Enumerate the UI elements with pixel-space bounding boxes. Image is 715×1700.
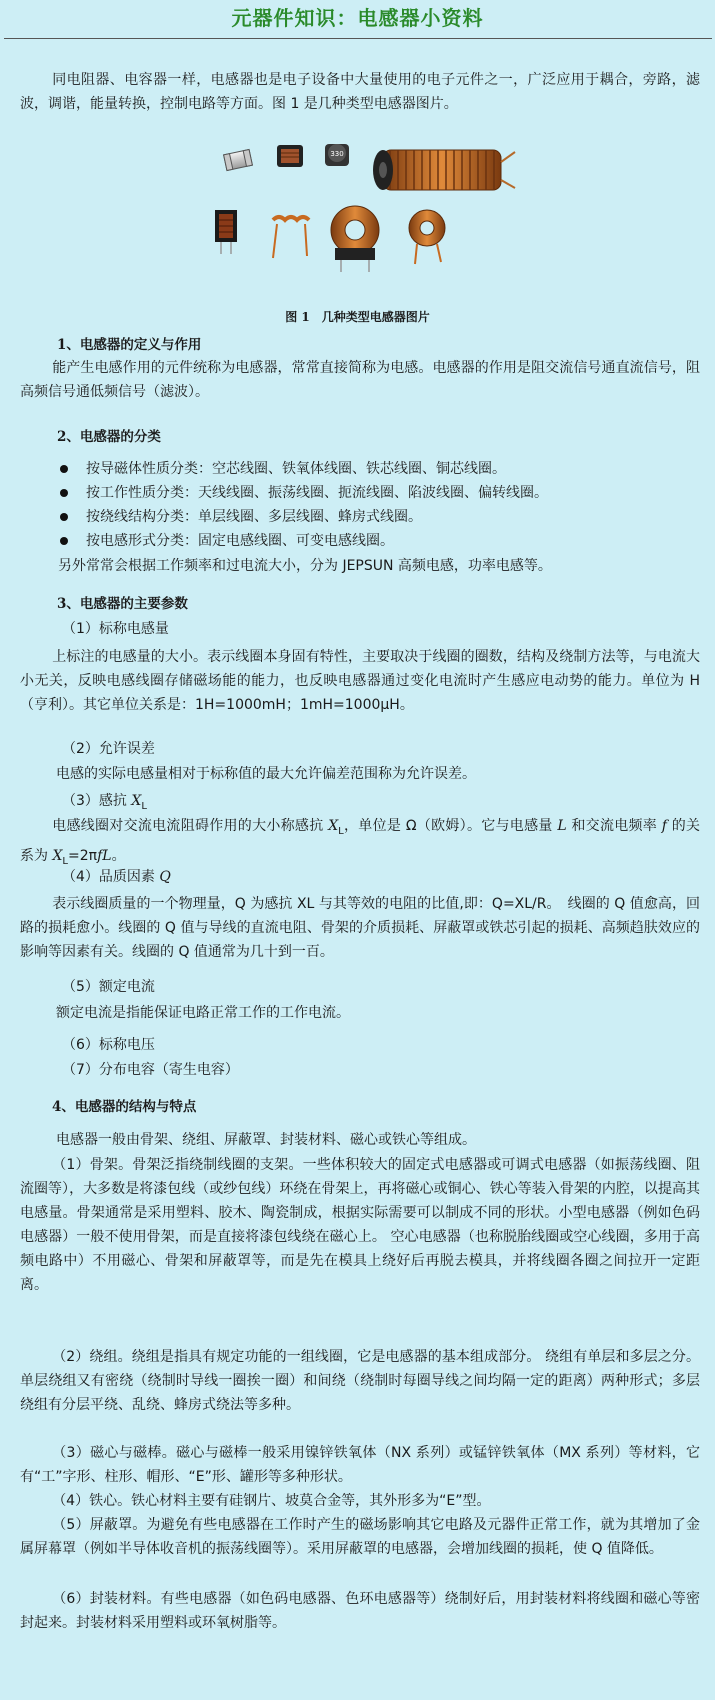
page-title: 元器件知识：电感器小资料 (231, 6, 484, 30)
title-divider (4, 38, 712, 39)
chip-marking: 330 (330, 150, 344, 158)
param-4-text: 表示线圈质量的一个物理量，Q 为感抗 XL 与其等效的电阻的比值,即：Q=XL/R。 线圈的 Q 值愈高，回路的损耗愈小。线圈的 Q 值与导线的直流电阻、骨架的介质损耗、屏蔽罩或铁芯引起的损耗、高频趋肤效应的影响等因素有关。线圈的 Q 值通常为几十到一百。 (20, 896, 700, 960)
structure-item-4: （4）铁心。铁心材料主要有硅钢片、坡莫合金等，其外形多为“E”型。 (52, 1493, 491, 1509)
structure-item-3: （3）磁心与磁棒。磁心与磁棒一般采用镍锌铁氧体（NX 系列）或锰锌铁氧体（MX 系列）等材料，它有“工”字形、柱形、帽形、“E”形、罐形等多种形状。 (20, 1445, 700, 1485)
structure-item-2: （2）绕组。绕组是指具有规定功能的一组线圈，它是电感器的基本组成部分。 绕组有单层和多层之分。单层绕组又有密绕（绕制时导线一圈挨一圈）和间绕（绕制时每圈导线之间均隔一定的距离）两种形式；多层绕组有分层平绕、乱绕、蜂房式绕法等多种。 (20, 1349, 700, 1413)
list-item: 按导磁体性质分类：空芯线圈、铁氧体线圈、铁芯线圈、铜芯线圈。 (60, 458, 506, 478)
param-1-title: （1）标称电感量 (62, 621, 169, 637)
section-4-intro: 电感器一般由骨架、绕组、屏蔽罩、封装材料、磁心或铁心等组成。 (56, 1132, 476, 1148)
bullet-icon (60, 465, 68, 473)
section-2-heading: 2、电感器的分类 (57, 429, 161, 445)
air-core-coil-icon (273, 217, 309, 258)
smd-chip-inductor-icon (224, 149, 253, 170)
bullet-icon (60, 513, 68, 521)
structure-item-1: （1）骨架。骨架泛指绕制线圈的支架。一些体积较大的固定式电感器或可调式电感器（如振荡线圈、阻流圈等），大多数是将漆包线（或纱包线）环绕在骨架上，再将磁心或铜心、铁心等装入骨架的内腔，以提高其电感量。骨架通常是采用塑料、胶木、陶瓷制成，根据实际需要可以制成不同的形状。小型电感器（例如色码电感器）一般不使用骨架，而是直接将漆包线绕在磁心上。 空心电感器（也称脱胎线圈或空心线圈，多用于高频电路中）不用磁心、骨架和屏蔽罩等，而是先在模具上绕好后再脱去模具，并将线圈各圈之间拉开一定距离。 (20, 1157, 700, 1293)
common-mode-choke-icon (215, 210, 237, 254)
small-toroid-inductor-icon (409, 210, 445, 264)
param-6-title: （6）标称电压 (62, 1037, 155, 1053)
param-2-text: 电感的实际电感量相对于标称值的最大允许偏差范围称为允许误差。 (56, 766, 476, 782)
section-2-extra: 另外常常会根据工作频率和过电流大小，分为 JEPSUN 高频电感，功率电感等。 (58, 558, 552, 574)
inductor-figure (215, 140, 535, 295)
rod-coil-inductor-icon (373, 150, 515, 190)
param-1-text: 上标注的电感量的大小。表示线圈本身固有特性，主要取决于线圈的圈数，结构及绕制方法等，与电流大小无关，反映电感线圈存储磁场能的能力，也反映电感器通过变化电流时产生感应电动势的能力。单位为 H（亨利）。其它单位关系是：1H=1000mH；1mH=1000μH。 (20, 649, 700, 713)
structure-item-6: （6）封装材料。有些电感器（如色码电感器、色环电感器等）绕制好后，用封装材料将线圈和磁心等密封起来。封装材料采用塑料或环氧树脂等。 (20, 1591, 700, 1631)
intro-paragraph: 同电阻器、电容器一样，电感器也是电子设备中大量使用的电子元件之一，广泛应用于耦合，旁路，滤波，调谐，能量转换，控制电路等方面。图 1 是几种类型电感器图片。 (20, 72, 700, 112)
param-7-title: （7）分布电容（寄生电容） (62, 1062, 239, 1078)
param-5-text: 额定电流是指能保证电路正常工作的工作电流。 (56, 1005, 350, 1021)
param-2-title: （2）允许误差 (62, 741, 155, 757)
param-3-text: 电感线圈对交流电流阻碍作用的大小称感抗 $X_L$，单位是 Ω（欧姆）。它与电感量 L 和交流电频率 f 的关系为 $X_L=2\pi fL$。 (20, 818, 700, 867)
list-item: 按工作性质分类：天线线圈、振荡线圈、扼流线圈、陷波线圈、偏转线圈。 (60, 482, 548, 502)
param-4-title: （4）品质因素 Q (62, 869, 171, 885)
bullet-icon (60, 489, 68, 497)
param-5-title: （5）额定电流 (62, 979, 155, 995)
param-3-title: （3）感抗 $X_L$ (62, 793, 147, 812)
smd-power-inductor-icon (325, 144, 349, 166)
toroid-inductor-icon (331, 206, 379, 272)
structure-item-5: （5）屏蔽罩。为避免有些电感器在工作时产生的磁场影响其它电路及元器件正常工作，就为其增加了金属屏幕罩（例如半导体收音机的振荡线圈等）。采用屏蔽罩的电感器，会增加线圈的损耗，使 Q 值降低。 (20, 1517, 700, 1557)
list-item: 按电感形式分类：固定电感线圈、可变电感线圈。 (60, 530, 394, 550)
section-3-heading: 3、电感器的主要参数 (57, 596, 188, 612)
section-1-heading: 1、电感器的定义与作用 (57, 337, 202, 353)
section-1-text: 能产生电感作用的元件统称为电感器，常常直接简称为电感。电感器的作用是阻交流信号通直流信号，阻高频信号通低频信号（滤波）。 (20, 360, 700, 400)
power-inductor-icon (277, 145, 303, 167)
figure-caption: 图 1 几种类型电感器图片 (285, 310, 430, 324)
bullet-icon (60, 537, 68, 545)
section-4-heading: 4、电感器的结构与特点 (52, 1099, 197, 1115)
list-item: 按绕线结构分类：单层线圈、多层线圈、蜂房式线圈。 (60, 506, 422, 526)
